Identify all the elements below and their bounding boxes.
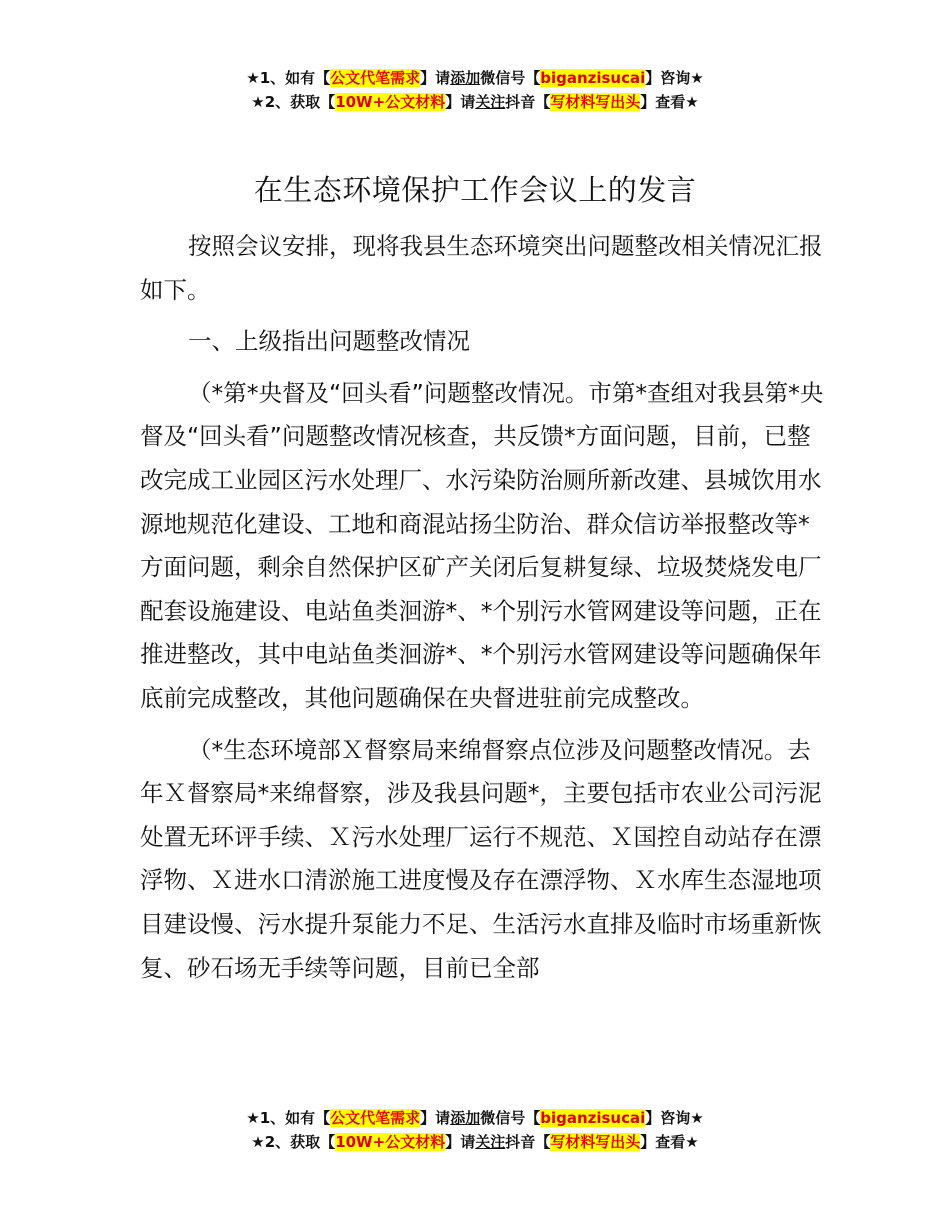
document-body: [140, 225, 830, 990]
banner-text: ★1、如有【: [246, 1109, 331, 1127]
paragraph: （*第*央督及“回头看”问题整改情况。市第*查组对我县第*央督及“回头看”问题整改情况核查，共反馈*方面问题，目前，已整改完成工业园区污水处理厂、水污染防治厕所新改建、县城饮用水源地规范化建设、工地和商混站扬尘防治、群众信访举报整改等*方面问题，剩余自然保护区矿产关闭后复耕复绿、垃圾焚烧发电厂配套设施建设、电站鱼类洄游*、*个别污水管网建设等问题，正在推进整改，其中电站鱼类洄游*、*个别污水管网建设等问题确保年底前完成整改，其他问题确保在央督进驻前完成整改。: [140, 378, 824, 712]
section-heading: 一、上级指出问题整改情况: [188, 327, 470, 356]
banner-text: ★2、获取【: [251, 1133, 336, 1151]
banner-underline: 关注: [475, 1133, 506, 1151]
document-title: 在生态环境保护工作会议上的发言: [253, 173, 697, 207]
header-banner: [0, 66, 950, 114]
banner-text: 】咨询★: [645, 1109, 704, 1127]
banner-text: ★2、获取【: [251, 93, 336, 111]
banner-text: 微信号【: [480, 1109, 541, 1127]
banner-highlight: 10W+公文材料: [335, 1133, 446, 1151]
banner-highlight: biganzisucai: [540, 69, 646, 87]
banner-line-2: [0, 90, 950, 114]
banner-highlight: 公文代笔需求: [330, 1109, 421, 1127]
banner-highlight: 公文代笔需求: [330, 69, 421, 87]
banner-text: 】查看★: [640, 1133, 699, 1151]
banner-text: 】查看★: [640, 93, 699, 111]
footer-banner: [0, 1106, 950, 1154]
banner-underline: 关注: [475, 93, 506, 111]
paragraph: （*生态环境部Ｘ督察局来绵督察点位涉及问题整改情况。去年Ｘ督察局*来绵督察，涉及我县问题*，主要包括市农业公司污泥处置无环评手续、Ｘ污水处理厂运行不规范、Ｘ国控自动站存在漂浮物、Ｘ进水口清淤施工进度慢及存在漂浮物、Ｘ水库生态湿地项目建设慢、污水提升泵能力不足、生活污水直排及临时市场重新恢复、砂石场无手续等问题，目前已全部: [140, 735, 822, 982]
banner-highlight: 10W+公文材料: [335, 93, 446, 111]
banner-line-1: [0, 1106, 950, 1130]
banner-text: 】请: [420, 69, 451, 87]
banner-line-1: [0, 66, 950, 90]
banner-text: 】咨询★: [645, 69, 704, 87]
banner-text: 微信号【: [480, 69, 541, 87]
paragraph: 按照会议安排，现将我县生态环境突出问题整改相关情况汇报如下。: [140, 232, 823, 304]
banner-text: 】请: [445, 93, 476, 111]
banner-text: 抖音【: [505, 93, 551, 111]
banner-line-2: [0, 1130, 950, 1154]
banner-highlight: 写材料写出头: [550, 1133, 641, 1151]
banner-underline: 添加: [450, 69, 481, 87]
banner-highlight: 写材料写出头: [550, 93, 641, 111]
banner-text: ★1、如有【: [246, 69, 331, 87]
banner-underline: 添加: [450, 1109, 481, 1127]
banner-text: 】请: [445, 1133, 476, 1151]
banner-highlight: biganzisucai: [540, 1109, 646, 1127]
banner-text: 】请: [420, 1109, 451, 1127]
banner-text: 抖音【: [505, 1133, 551, 1151]
